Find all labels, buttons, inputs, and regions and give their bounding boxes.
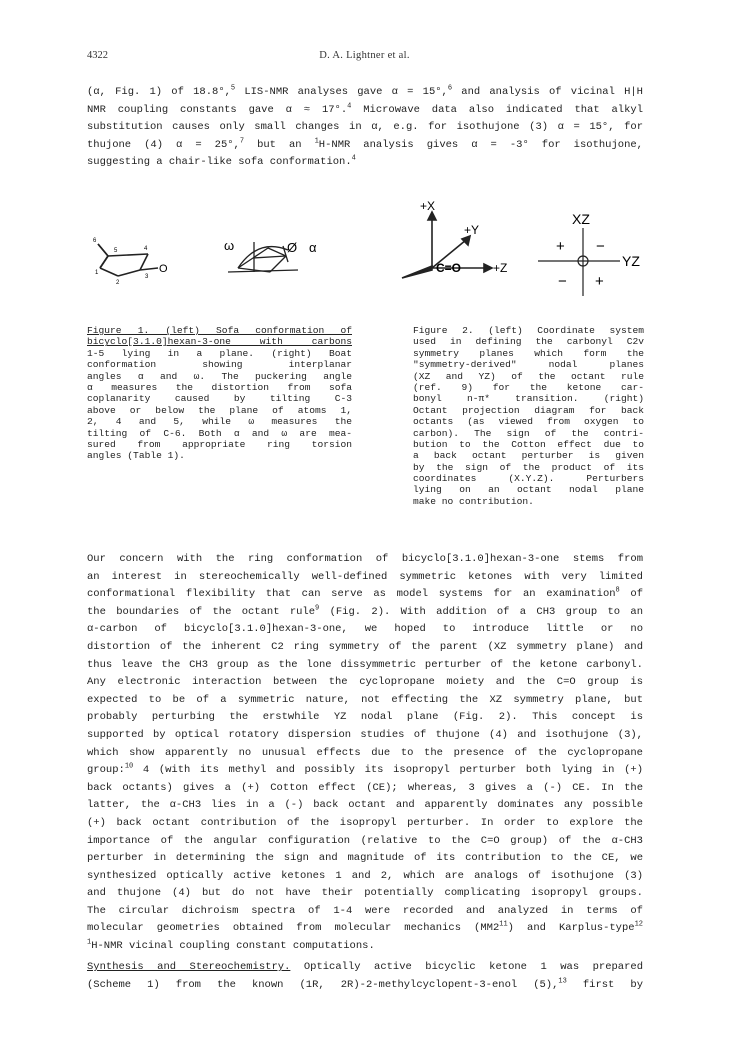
text-line: (Scheme 1) from the known (1R, 2R)-2-methylcyclopent-3-enol (5),$^{13}$ first by (87, 977, 643, 991)
text-line: the boundaries of the octant rule$^9$ (Fig. 2). With addition of a CH3 group to an (87, 604, 644, 618)
caption-line: (XZ and YZ) of the octant rule (413, 370, 644, 382)
caption-line: angles (Table 1). (87, 450, 185, 462)
intro-paragraph (87, 84, 643, 172)
carbon-num-2: 2 (116, 280, 120, 286)
text-line: The circular dichroism spectra of 1-4 were recorded and analyzed in terms of (87, 904, 643, 917)
caption-line: bonyl n-π* transition. (right) (413, 393, 644, 405)
text-line: expected to be of a symmetric nature, not effecting the XZ symmetry plane, but (87, 693, 643, 706)
caption-line: angles α and ω. The puckering angle (87, 370, 352, 382)
text-line: Our concern with the ring conformation of bicyclo[3.1.0]hexan-3-one stems from (87, 553, 643, 565)
caption-line: coplanarity caused by tilting C-3 (87, 393, 352, 405)
y-axis-label: +Y (464, 223, 480, 237)
text-line: molecular geometries obtained from molecular mechanics $(MM2^{11})$ and Karplus-type$^{12}$ (87, 920, 643, 935)
text-line: probably perturbing the erstwhile YZ nodal plane (Fig. 2). This concept is (87, 711, 643, 724)
octant-sign: + (595, 273, 604, 290)
octant-projection (538, 228, 620, 296)
octant-sign: + (556, 238, 565, 255)
caption-line: octants (as viewed from oxygen to (413, 416, 644, 428)
text-line: (α, Fig. 1) of 18.8°,$^5$ LIS-NMR analyses gave α = 15°,$^6$ and analysis of vicinal H|H (87, 84, 643, 98)
caption-line: Figure 1. (left) Sofa conformation of (87, 325, 352, 336)
carbon-num-4: 4 (144, 246, 148, 252)
synthesis-paragraph (87, 959, 643, 994)
caption-line: symmetry planes which form the (413, 347, 644, 359)
text-line: α-carbon of bicyclo[3.1.0]hexan-3-one, we hoped to introduce little or no (87, 623, 643, 636)
text-line: $^1$H-NMR vicinal coupling constant computations. (87, 938, 375, 953)
text-line: an interest in stereochemically well-defined symmetric ketones with very limited (87, 570, 643, 583)
page-number: 4322 (87, 50, 108, 61)
caption-line: used in defining the carbonyl C2v (413, 336, 644, 348)
omega-label: ω (224, 238, 235, 253)
oxygen-label: O (159, 263, 168, 275)
carbon-num-5: 5 (114, 248, 118, 254)
caption-line: "symmetry-derived" nodal planes (413, 359, 644, 371)
phi-label: Ø (287, 240, 298, 255)
caption-line: Octant projection diagram for back (413, 404, 644, 416)
text-line: thus leave the CH3 group as the lone dissymmetric perturber of the ketone carbonyl. (87, 658, 643, 671)
caption-line: bicyclo[3.1.0]hexan-3-one with carbons (87, 336, 352, 348)
caption-line: conformation showing interplanar (87, 359, 352, 371)
xz-label: XZ (572, 211, 590, 227)
text-line: back octants) gives a (+) Cotton effect (CE); whereas, 3 gives a (-) CE. In the (87, 781, 643, 794)
text-line: conformational flexibility that can serve as model systems for an examination$^8$ of (87, 586, 643, 601)
text-line: Synthesis and Stereochemistry. Optically active bicyclic ketone 1 was prepared (87, 961, 644, 973)
text-line: thujone (4) α = 25°,$^7$ but an $^1$H-NMR analysis gives α = -3° for isothujone, (87, 137, 643, 151)
caption-line: make no contribution. (413, 495, 534, 507)
figure2-caption (413, 325, 644, 507)
caption-line: α measures the distortion from sofa (87, 381, 352, 393)
text-line: group:$^{10}$ 4 (with its methyl and possibly its isopropyl perturber both lying in (+) (87, 762, 643, 777)
caption-line: carbon). The sign of the contri- (413, 427, 644, 439)
alpha-label: α (309, 240, 317, 255)
figure2-drawing (398, 198, 648, 303)
main-paragraph (87, 551, 643, 956)
text-line: and thujone (4) but do not have their potentially complicating isopropyl groups. (87, 887, 643, 900)
caption-line: bution to the Cotton effect due to (413, 438, 644, 450)
caption-line: a back octant perturber is given (413, 450, 644, 462)
caption-line: by the sign of the product of its (413, 461, 644, 473)
carbonyl-label: C=O (436, 261, 462, 275)
caption-line: above or below the plane of atoms 1, (87, 404, 352, 416)
caption-line: sured from appropriate ring torsion (87, 438, 352, 450)
text-line: Any electronic interaction between the cyclopropane moiety and the C=O group is (87, 676, 643, 689)
x-axis-label: +X (420, 199, 436, 213)
text-line: NMR coupling constants gave α ≈ 17°.$^4$ Microwave data also indicated that alkyl (87, 102, 644, 116)
caption-line: coordinates (X.Y.Z). Perturbers (413, 473, 644, 485)
text-line: suggesting a chair-like sofa conformation.$^4$ (87, 154, 356, 169)
text-line: importance of the angular configuration (relative to the C=O group) of the α-CH3 (87, 834, 643, 847)
octant-sign: − (558, 273, 567, 290)
text-line: supported by optical rotatory dispersion studies of thujone (4) and isothujone (3), (87, 728, 643, 741)
caption-line: Figure 2. (left) Coordinate system (413, 325, 644, 336)
carbon-num-1: 1 (95, 270, 99, 276)
sofa-conformation-drawing (98, 244, 158, 276)
caption-line: lying on an octant nodal plane (413, 484, 644, 496)
figure1-drawing (88, 228, 328, 303)
carbon-num-6: 6 (93, 238, 97, 244)
text-line: distortion of the inherent C2 ring symmetry of the parent (XZ symmetry plane) and (87, 640, 643, 653)
caption-line: tilting of C-6. Both α and ω are mea- (87, 427, 352, 439)
z-axis-label: +Z (493, 261, 508, 275)
section-heading: Synthesis and Stereochemistry. (87, 961, 291, 973)
text-line: perturber in determining the sign and magnitude of its contribution to the CE, we (87, 852, 643, 865)
yz-label: YZ (622, 253, 640, 269)
running-head: D. A. Lightner et al. (319, 50, 410, 61)
carbon-num-3: 3 (145, 274, 149, 280)
figure1-caption (87, 325, 352, 462)
text-line: which show apparently no unusual effects due to the presence of the cyclopropane (87, 746, 643, 759)
caption-line: 2, 4 and 5, while ω measures the (87, 416, 352, 428)
text-line: (+) back octant contribution of the isopropyl perturber. In order to explore the (87, 816, 643, 829)
text-line: synthesized optically active ketones 1 and 2, which are analogs of isothujone (3) (87, 869, 643, 882)
text-line: substitution causes only small changes in α, e.g. for isothujone (3) α = 15°, for (87, 121, 643, 134)
text-line: latter, the α-CH3 lies in a (-) back octant and apparently dominates any possible (87, 799, 643, 812)
caption-line: 1-5 lying in a plane. (right) Boat (87, 347, 352, 359)
caption-line: (ref. 9) for the ketone car- (413, 381, 644, 393)
octant-sign: − (596, 238, 605, 255)
